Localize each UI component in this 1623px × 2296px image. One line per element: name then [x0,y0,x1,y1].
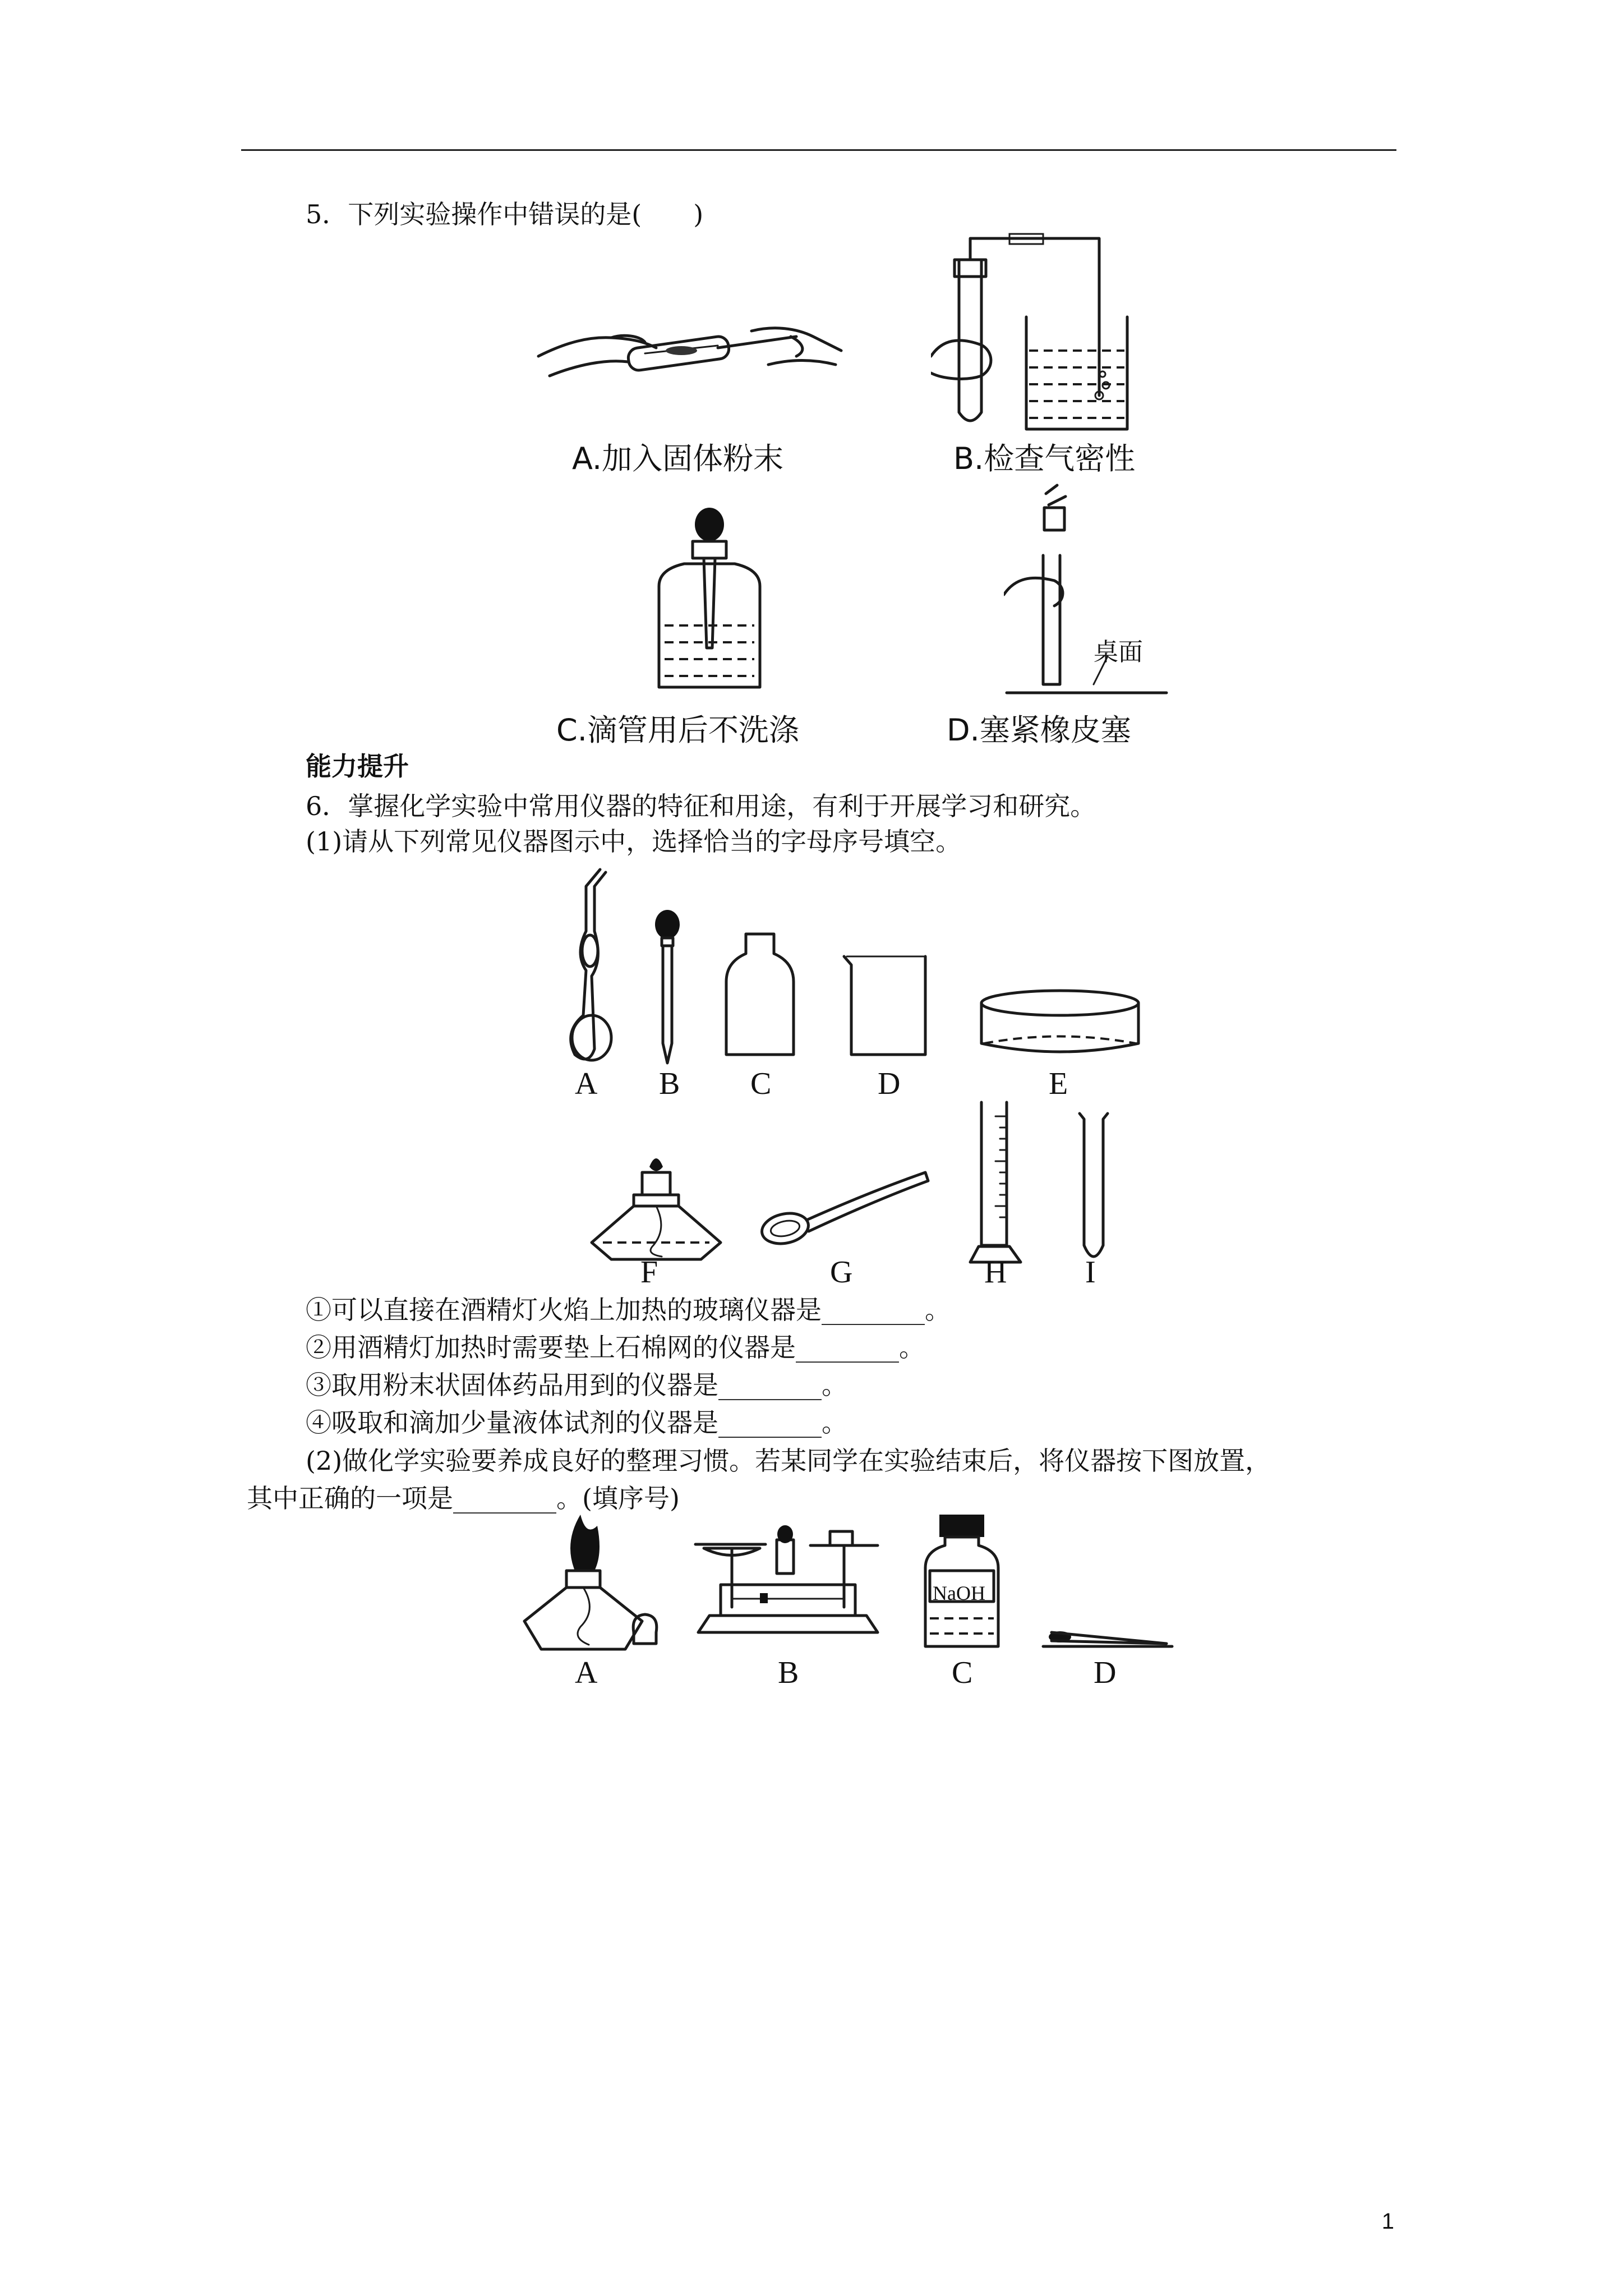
figure-5d-stopper [1004,482,1172,701]
caption-5a: A.加入固体粉末 [572,441,784,476]
instrument-c-reagent-bottle [723,931,796,1060]
question6-part2-line1: (2)做化学实验要养成良好的整理习惯。若某同学在实验结束后，将仪器按下图放置， [306,1446,1271,1476]
caption-5d: D.塞紧橡皮塞 [947,712,1131,748]
instrument-i-test-tube [1074,1111,1113,1268]
figure-5c-dropper-bottle [651,508,768,698]
tidy-label-b: B [778,1655,799,1690]
question6-item-3: ③取用粉末状固体药品用到的仪器是________。 [306,1370,847,1400]
instrument-h-graduated-cylinder [967,1099,1023,1268]
caption-5c: C.滴管用后不洗涤 [556,712,799,748]
tidy-label-d: D [1094,1655,1117,1690]
instrument-label-a: A [575,1066,598,1101]
instrument-label-e: E [1049,1066,1068,1101]
header-rule [241,149,1396,151]
figure-5a-add-powder [533,303,847,398]
instrument-label-i: I [1085,1255,1096,1290]
question6-stem: 6．掌握化学实验中常用仪器的特征和用途，有利于开展学习和研究。 [306,791,1096,821]
instrument-label-d: D [878,1066,901,1101]
instrument-label-c: C [750,1066,772,1101]
question6-item-2: ②用酒精灯加热时需要垫上石棉网的仪器是________。 [306,1332,925,1363]
instrument-e-evaporating-dish [979,987,1141,1060]
tidy-label-a: A [575,1655,598,1690]
question6-item-1: ①可以直接在酒精灯火焰上加热的玻璃仪器是________。 [306,1295,951,1325]
instrument-g-spoon [757,1167,931,1251]
instrument-label-b: B [659,1066,680,1101]
naoh-label: NaOH [933,1582,985,1604]
figure-5b-airtightness [931,227,1144,435]
tidy-figure-d-test-tube [1040,1616,1175,1655]
instrument-d-beaker [841,954,931,1060]
tidy-label-c: C [952,1655,973,1690]
instrument-label-f: F [640,1255,658,1290]
instrument-f-alcohol-lamp [589,1150,723,1262]
tidy-figure-b-balance [693,1523,883,1646]
instrument-b-dropper [651,909,684,1066]
section-title: 能力提升 [306,751,409,781]
page-number: 1 [1381,2209,1394,2234]
caption-5b: B.检查气密性 [953,441,1136,476]
question6-part2-line2: 其中正确的一项是________。(填序号) [247,1483,680,1513]
table-surface-label: 桌面 [1094,638,1143,666]
question6-item-4: ④吸取和滴加少量液体试剂的仪器是________。 [306,1407,847,1438]
instrument-label-h: H [984,1255,1007,1290]
question5-stem: 5．下列实验操作中错误的是( ) [306,199,704,229]
tidy-figure-a-lamp [519,1515,665,1655]
question6-part1: (1)请从下列常见仪器图示中，选择恰当的字母序号填空。 [306,826,962,857]
instrument-label-g: G [830,1255,853,1290]
instrument-a-tongs [561,864,617,1066]
